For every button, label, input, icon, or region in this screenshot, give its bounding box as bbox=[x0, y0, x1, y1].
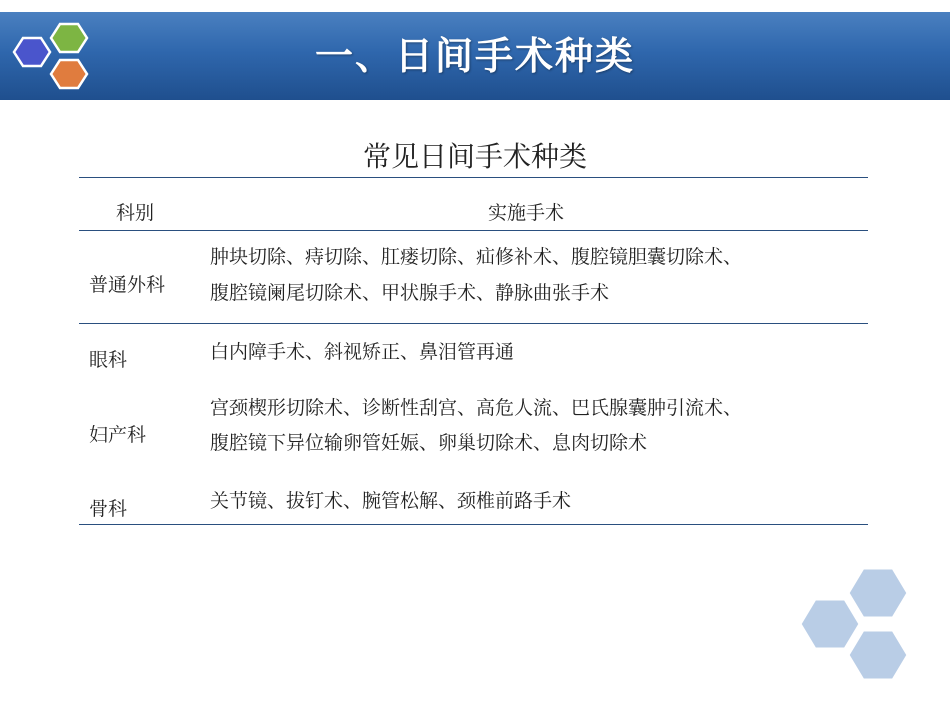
column-header-dept: 科别 bbox=[116, 202, 155, 224]
table-title: 常见日间手术种类 bbox=[362, 140, 587, 173]
table-bottom-rule bbox=[79, 524, 868, 525]
procedure-line: 关节镜、拔钉术、腕管松解、颈椎前路手术 bbox=[210, 490, 572, 512]
column-header-procedures: 实施手术 bbox=[488, 202, 565, 224]
dept-cell: 普通外科 bbox=[89, 274, 166, 296]
table-top-rule bbox=[79, 177, 868, 178]
slide-title: 一、日间手术种类 bbox=[314, 34, 635, 78]
procedure-line: 肿块切除、痔切除、肛瘘切除、疝修补术、腹腔镜胆囊切除术、 bbox=[210, 246, 743, 268]
hexagon-left bbox=[800, 599, 860, 649]
row-divider bbox=[79, 323, 868, 324]
decorative-hexagons-icon bbox=[798, 562, 918, 687]
dept-cell: 妇产科 bbox=[89, 424, 147, 446]
header-rule bbox=[79, 230, 868, 231]
procedure-line: 白内障手术、斜视矫正、鼻泪管再通 bbox=[210, 341, 515, 363]
dept-cell: 骨科 bbox=[89, 498, 128, 520]
hexagon-top bbox=[848, 568, 908, 618]
procedure-line: 腹腔镜阑尾切除术、甲状腺手术、静脉曲张手术 bbox=[210, 282, 610, 304]
procedure-line: 腹腔镜下异位输卵管妊娠、卵巢切除术、息肉切除术 bbox=[210, 432, 648, 454]
procedure-line: 宫颈楔形切除术、诊断性刮宫、高危人流、巴氏腺囊肿引流术、 bbox=[210, 397, 743, 419]
dept-cell: 眼科 bbox=[89, 349, 128, 371]
hexagon-bottom bbox=[848, 630, 908, 680]
